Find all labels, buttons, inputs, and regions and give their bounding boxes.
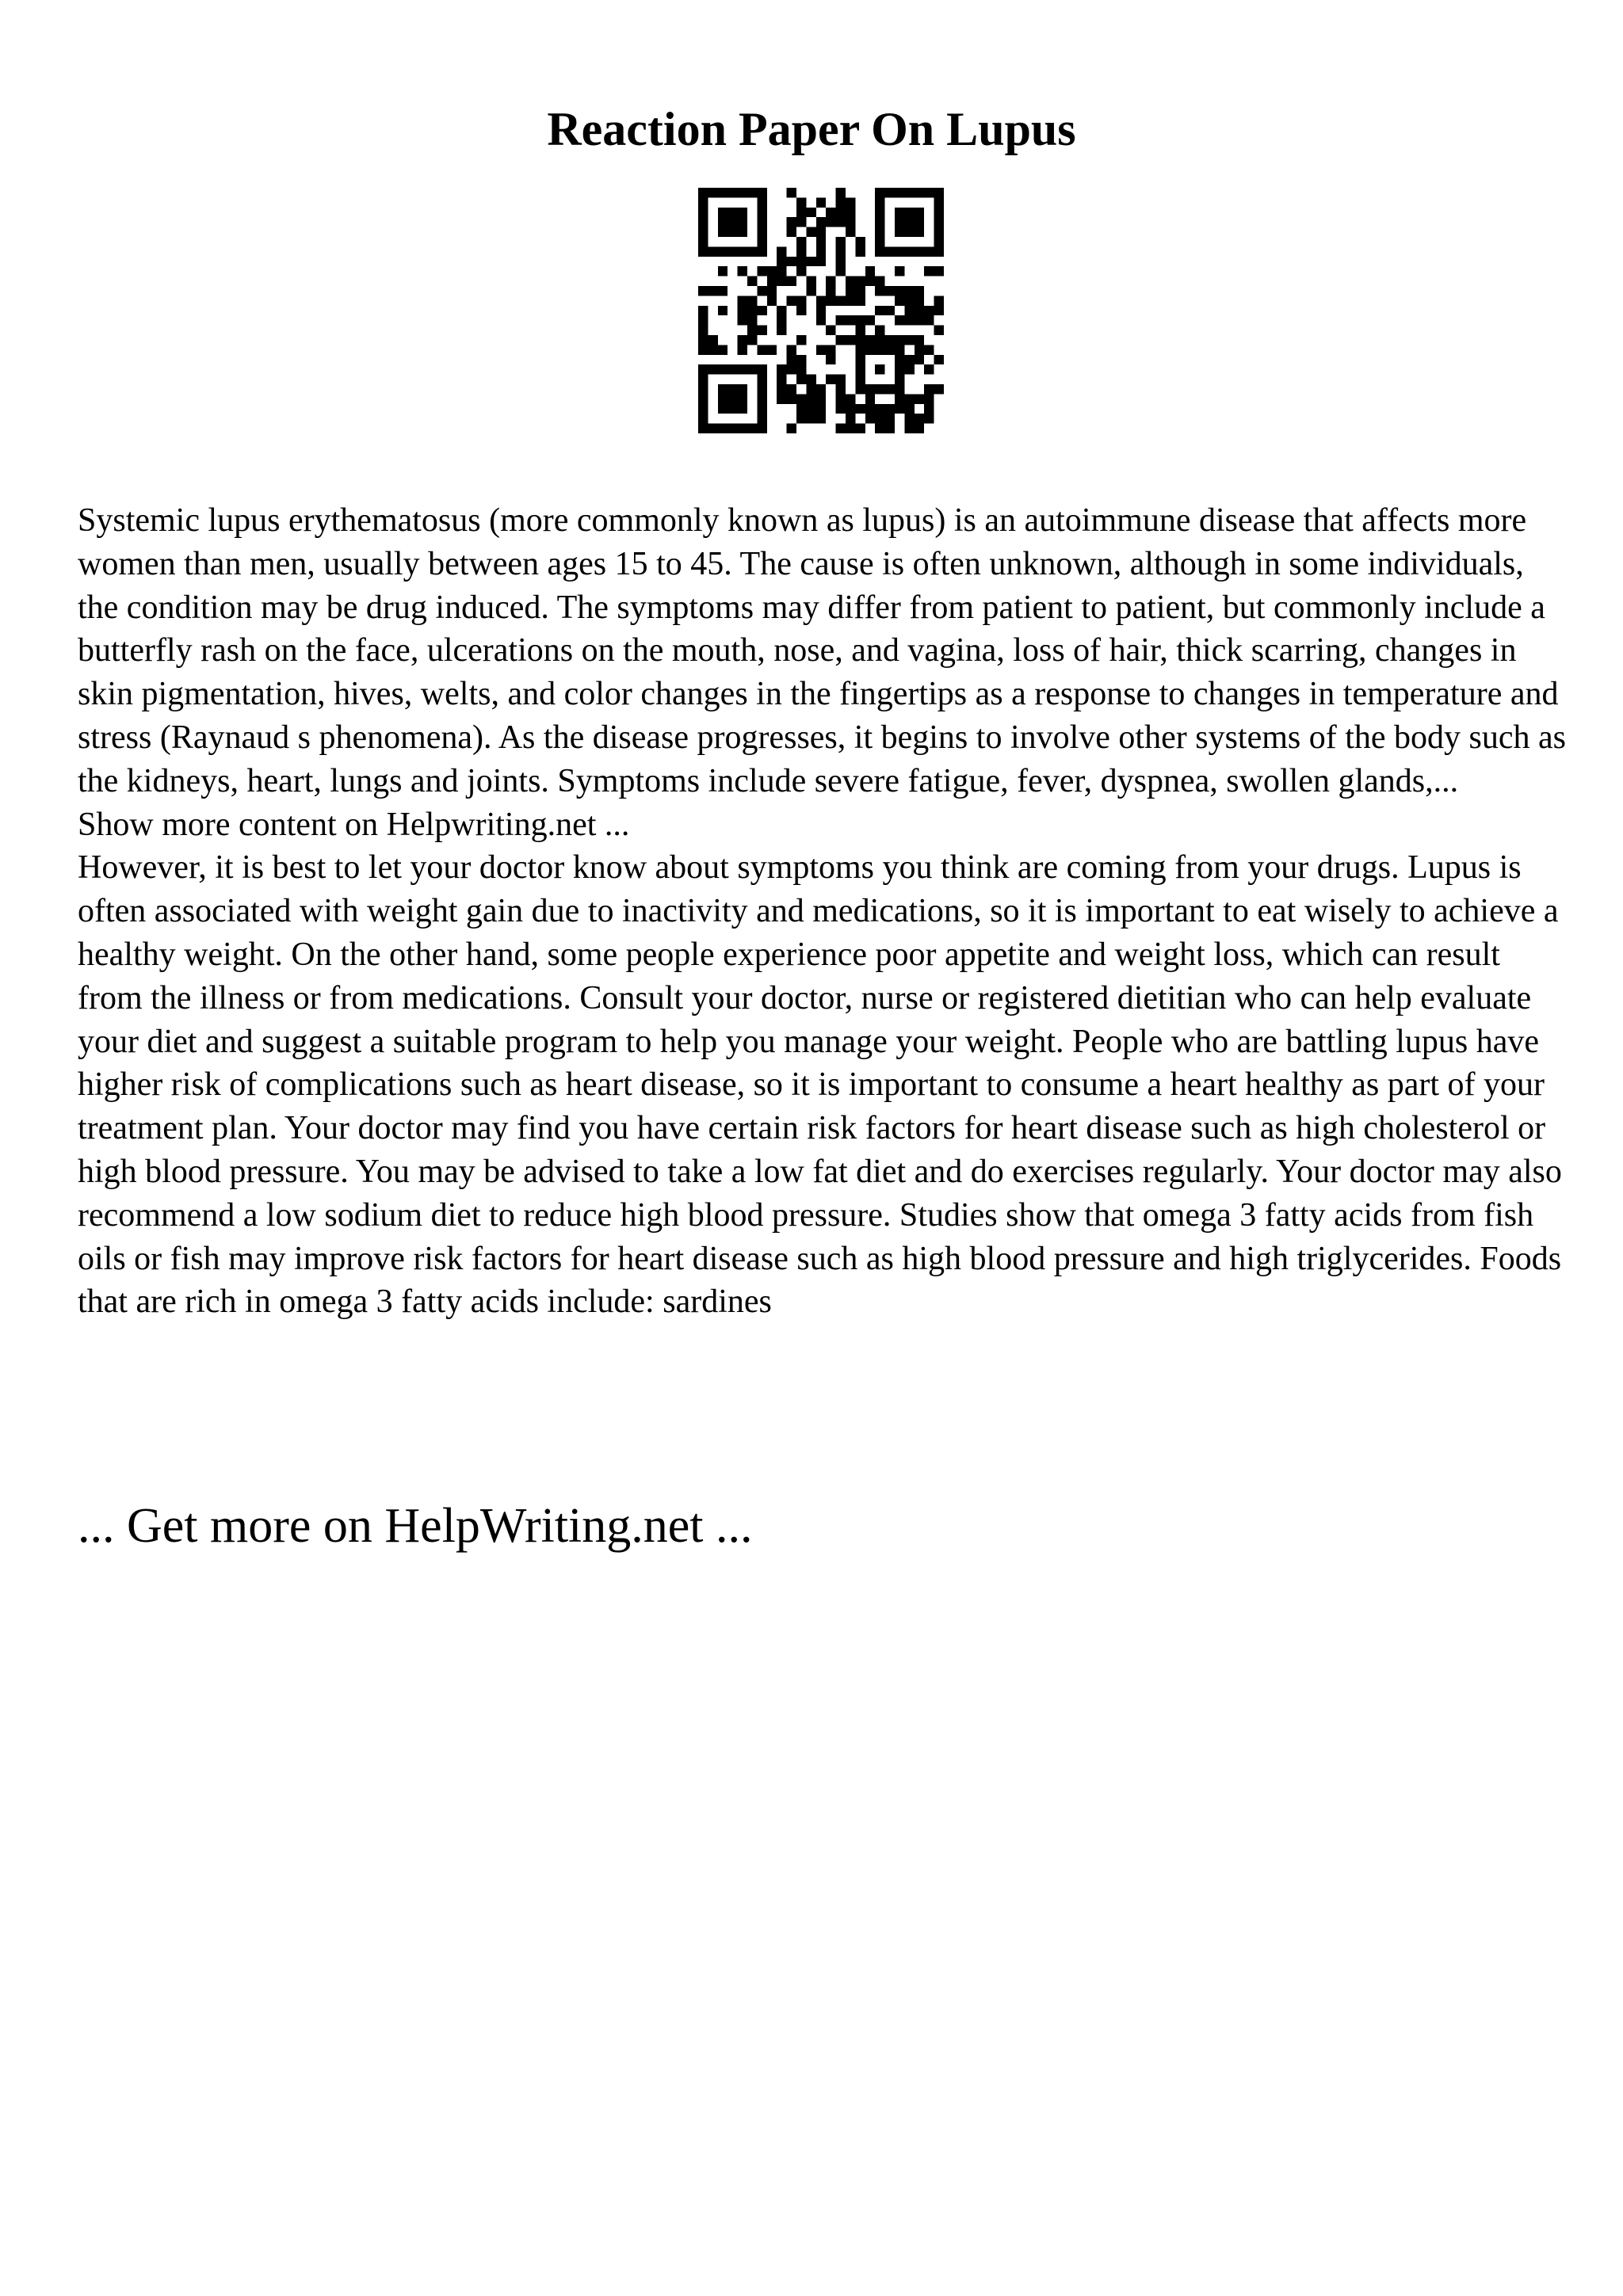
page-title: Reaction Paper On Lupus	[547, 103, 1076, 155]
qr-code-icon	[698, 188, 944, 433]
paragraph-main: However, it is best to let your doctor know about symptoms you think are coming from your drugs. Lupus is often associated with weight gain due to inactivity and medications, so it is important to eat wisely to achieve a healthy weight. On the other hand, some people experience poor appetite and weight loss, which can result from the illness or from medications. Consult your doctor, nurse or registered dietitian who can help evaluate your diet and suggest a suitable program to help you manage your weight. People who are battling lupus have higher risk of complications such as heart disease, so it is important to consume a heart healthy as part of your treatment plan. Your doctor may find you have certain risk factors for heart disease such as high cholesterol or high blood pressure. You may be advised to take a low fat diet and do exercises regularly. Your doctor may also recommend a low sodium diet to reduce high blood pressure. Studies show that omega 3 fatty acids from fish oils or fish may improve risk factors for heart disease such as high blood pressure and high triglycerides. Foods that are rich in omega 3 fatty acids include: sardines	[78, 849, 1562, 1321]
show-more-link[interactable]: Show more content on Helpwriting.net ...	[78, 806, 630, 843]
article-body	[78, 499, 1568, 1324]
get-more-link[interactable]: ... Get more on HelpWriting.net ...	[78, 1499, 753, 1553]
paragraph-intro: Systemic lupus erythematosus (more commonly known as lupus) is an autoimmune disease that affects more women than men, usually between ages 15 to 45. The cause is often unknown, although in some individuals, the condition may be drug induced. The symptoms may differ from patient to patient, but commonly include a butterfly rash on the face, ulcerations on the mouth, nose, and vagina, loss of hair, thick scarring, changes in skin pigmentation, hives, welts, and color changes in the fingertips as a response to changes in temperature and stress (Raynaud s phenomena). As the disease progresses, it begins to involve other systems of the body such as the kidneys, heart, lungs and joints. Symptoms include severe fatigue, fever, dyspnea, swollen glands,...	[78, 502, 1567, 799]
